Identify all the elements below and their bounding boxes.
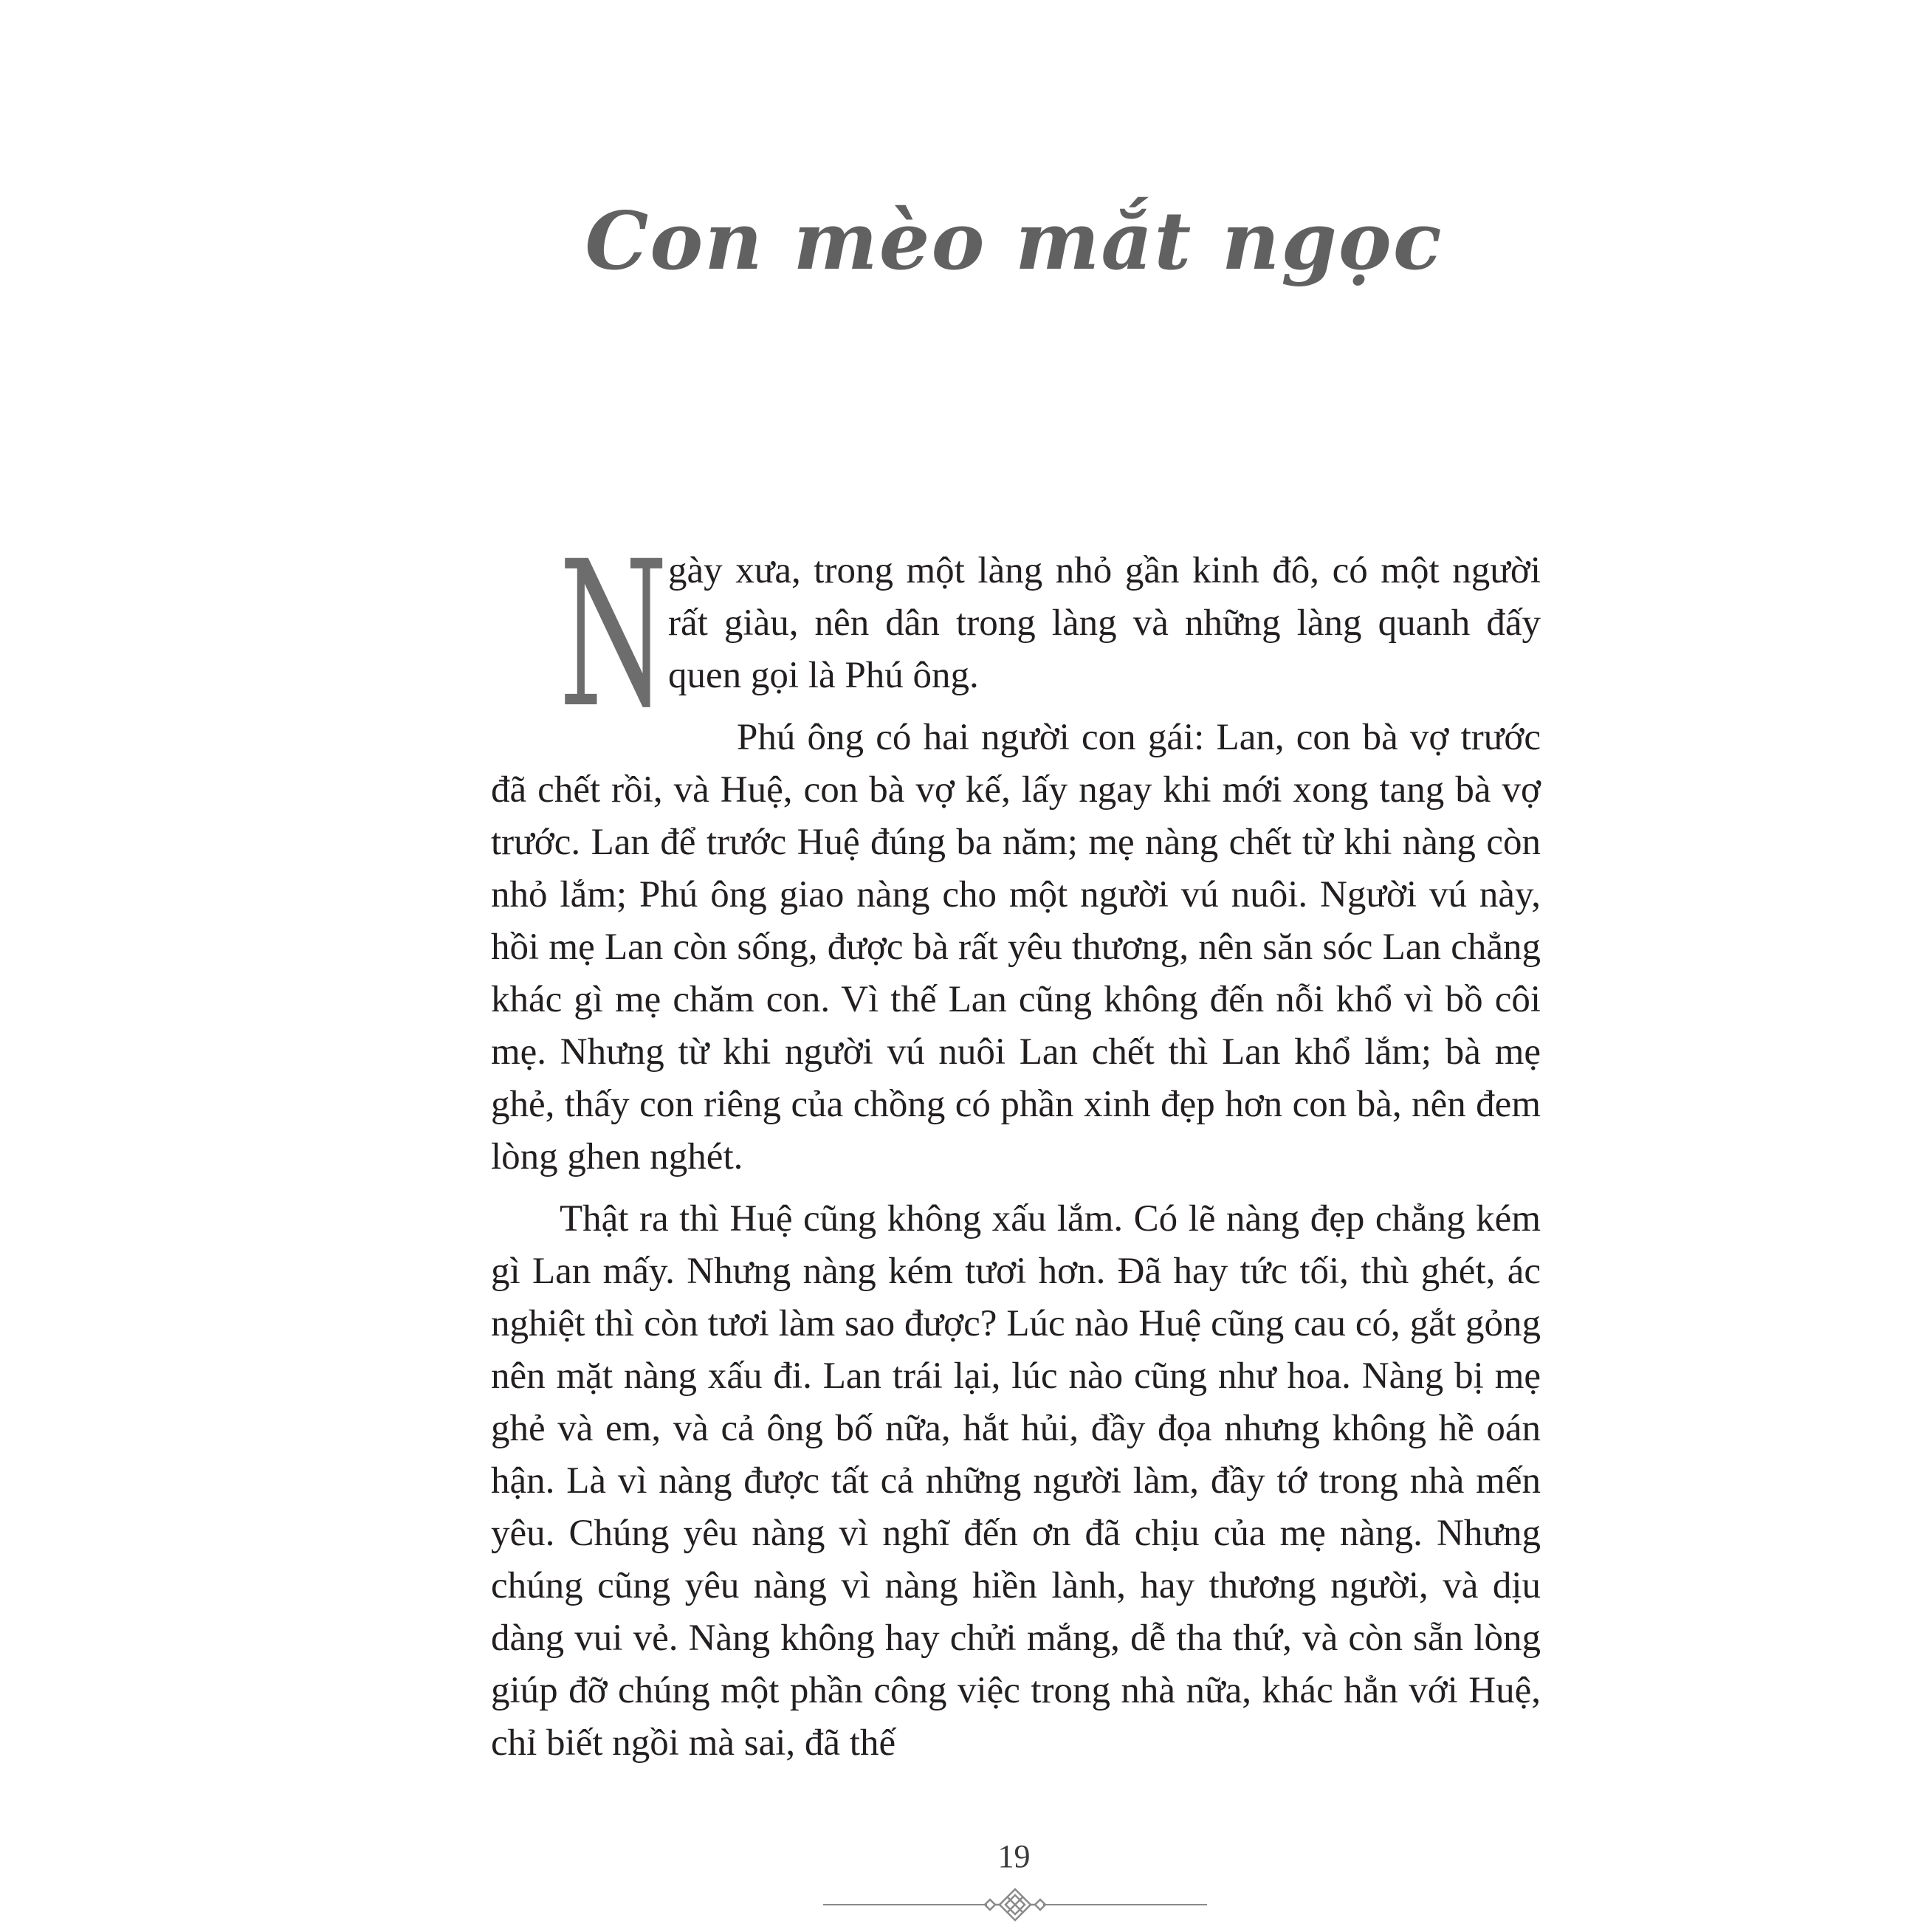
paragraph-1	[491, 519, 1541, 752]
diamond-knot-ornament-icon	[823, 1886, 1207, 1923]
page-number: 19	[997, 1838, 1031, 1874]
paragraph-2: Phú ông có hai người con gái: Lan, con bà vợ trước đã chết rồi, và Huệ, con bà vợ kế, lấy ngay khi mới xong tang bà vợ trước. Lan để trước Huệ đúng ba năm; mẹ nàng chết từ khi nàng còn nhỏ lắm; Phú ông giao nàng cho một người vú nuôi. Người vú này, hồi mẹ Lan còn sống, được bà rất yêu thương, nên săn sóc Lan chẳng khác gì mẹ chăm con. Vì thế Lan cũng không đến nỗi khổ vì bồ côi mẹ. Nhưng từ khi người vú nuôi Lan chết thì Lan khổ lắm; bà mẹ ghẻ, thấy con riêng của chồng có phần xinh đẹp hơn con bà, nên đem lòng ghen nghét.	[491, 717, 1541, 1178]
body-text	[491, 519, 1541, 1779]
paragraph-3: Thật ra thì Huệ cũng không xấu lắm. Có lẽ nàng đẹp chẳng kém gì Lan mấy. Nhưng nàng kém tươi hơn. Đã hay tức tối, thù ghét, ác nghiệt thì còn tươi làm sao được? Lúc nào Huệ cũng cau có, gắt gỏng nên mặt nàng xấu đi. Lan trái lại, lúc nào cũng như hoa. Nàng bị mẹ ghẻ và em, và cả ông bố nữa, hắt hủi, đầy đọa nhưng không hề oán hận. Là vì nàng được tất cả những người làm, đầy tớ trong nhà mến yêu. Chúng yêu nàng vì nghĩ đến ơn đã chịu của mẹ nàng. Nhưng chúng cũng yêu nàng vì nàng hiền lành, hay thương người, và dịu dàng vui vẻ. Nàng không hay chửi mắng, dễ tha thứ, và còn sẵn lòng giúp đỡ chúng một phần công việc trong nhà nữa, khác hẳn với Huệ, chỉ biết ngồi mà sai, đã thế	[491, 1198, 1541, 1764]
chapter-title: Con mèo mắt ngọc	[585, 195, 1443, 288]
paragraph-1-text: gày xưa, trong một làng nhỏ gần kinh đô, có một người rất giàu, nên dân trong làng và những làng quanh đấy quen gọi là Phú ông.	[668, 550, 1541, 696]
drop-cap: N	[559, 519, 668, 752]
